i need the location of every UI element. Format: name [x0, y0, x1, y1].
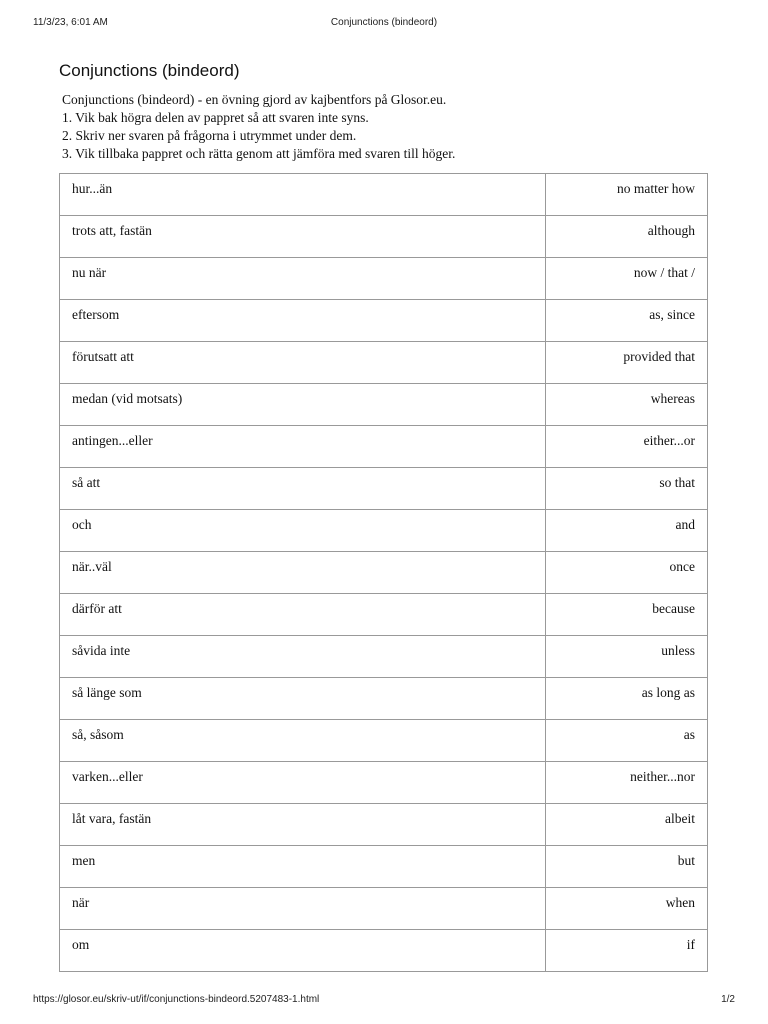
- table-row: [60, 552, 708, 594]
- term-cell: nu när: [60, 258, 546, 300]
- term-cell: därför att: [60, 594, 546, 636]
- term-cell: trots att, fastän: [60, 216, 546, 258]
- table-row: [60, 720, 708, 762]
- print-header: [33, 17, 735, 31]
- term-cell: eftersom: [60, 300, 546, 342]
- answer-cell: as, since: [546, 300, 708, 342]
- answer-cell: but: [546, 846, 708, 888]
- term-cell: när..väl: [60, 552, 546, 594]
- term-cell: förutsatt att: [60, 342, 546, 384]
- answer-cell: as long as: [546, 678, 708, 720]
- table-row: [60, 888, 708, 930]
- table-row: [60, 342, 708, 384]
- instruction-step: 1. Vik bak högra delen av pappret så att svaren inte syns.: [62, 110, 369, 125]
- table-row: [60, 258, 708, 300]
- instruction-step: 2. Skriv ner svaren på frågorna i utrymmet under dem.: [62, 128, 357, 143]
- instruction-step: 3. Vik tillbaka pappret och rätta genom att jämföra med svaren till höger.: [62, 146, 456, 161]
- table-row: [60, 468, 708, 510]
- table-row: [60, 510, 708, 552]
- answer-cell: once: [546, 552, 708, 594]
- table-row: [60, 762, 708, 804]
- answer-cell: unless: [546, 636, 708, 678]
- term-cell: antingen...eller: [60, 426, 546, 468]
- term-cell: när: [60, 888, 546, 930]
- term-cell: låt vara, fastän: [60, 804, 546, 846]
- term-cell: medan (vid motsats): [60, 384, 546, 426]
- answer-cell: when: [546, 888, 708, 930]
- print-datetime: 11/3/23, 6:01 AM: [33, 17, 108, 28]
- table-row: [60, 384, 708, 426]
- print-url: https://glosor.eu/skriv-ut/if/conjunctions-bindeord.5207483-1.html: [33, 994, 320, 1005]
- answer-cell: albeit: [546, 804, 708, 846]
- vocabulary-table: [59, 173, 708, 972]
- answer-cell: as: [546, 720, 708, 762]
- term-cell: hur...än: [60, 174, 546, 216]
- table-row: [60, 174, 708, 216]
- table-row: [60, 594, 708, 636]
- table-row: [60, 300, 708, 342]
- term-cell: så att: [60, 468, 546, 510]
- term-cell: varken...eller: [60, 762, 546, 804]
- answer-cell: neither...nor: [546, 762, 708, 804]
- answer-cell: and: [546, 510, 708, 552]
- answer-cell: now / that /: [546, 258, 708, 300]
- instructions: [62, 91, 722, 163]
- answer-cell: if: [546, 930, 708, 972]
- answer-cell: because: [546, 594, 708, 636]
- term-cell: så länge som: [60, 678, 546, 720]
- table-row: [60, 426, 708, 468]
- print-header-title: Conjunctions (bindeord): [330, 17, 438, 28]
- answer-cell: either...or: [546, 426, 708, 468]
- table-row: [60, 678, 708, 720]
- term-cell: så, såsom: [60, 720, 546, 762]
- answer-cell: so that: [546, 468, 708, 510]
- table-row: [60, 930, 708, 972]
- answer-cell: no matter how: [546, 174, 708, 216]
- table-row: [60, 846, 708, 888]
- table-row: [60, 636, 708, 678]
- term-cell: såvida inte: [60, 636, 546, 678]
- table-row: [60, 216, 708, 258]
- answer-cell: provided that: [546, 342, 708, 384]
- table-row: [60, 804, 708, 846]
- page-number: 1/2: [721, 994, 735, 1005]
- term-cell: om: [60, 930, 546, 972]
- term-cell: men: [60, 846, 546, 888]
- term-cell: och: [60, 510, 546, 552]
- answer-cell: whereas: [546, 384, 708, 426]
- intro-line: Conjunctions (bindeord) - en övning gjord av kajbentfors på Glosor.eu.: [62, 92, 447, 107]
- print-footer: [33, 994, 735, 1008]
- page-title: Conjunctions (bindeord): [59, 61, 240, 80]
- answer-cell: although: [546, 216, 708, 258]
